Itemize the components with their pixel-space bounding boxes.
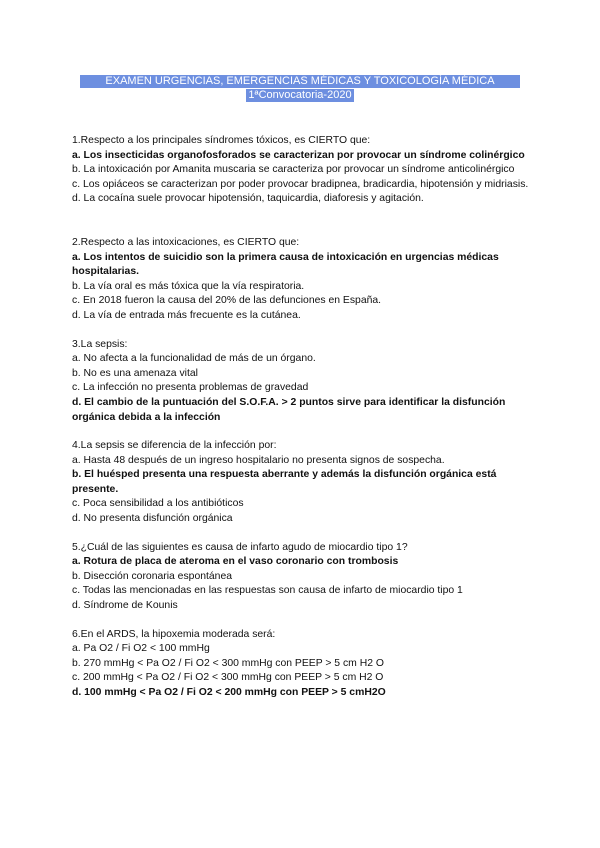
question-stem: 1.Respecto a los principales síndromes tóxicos, es CIERTO que: [72,135,371,146]
answer-option: c. Los opiáceos se caracterizan por poder provocar bradipnea, bradicardia, hipotensión y midriasis. [72,178,529,190]
question-4 [72,439,532,527]
question-2 [72,236,532,324]
answer-option: b. Disección coronaria espontánea [72,570,232,582]
question-stem: 5.¿Cuál de las siguientes es causa de infarto agudo de miocardio tipo 1? [72,541,408,553]
answer-option-correct: a. Los intentos de suicidio son la primera causa de intoxicación en urgencias médicas hospitalarias. [72,251,499,278]
answer-option: b. No es una amenaza vital [72,367,198,379]
exam-title: EXAMEN URGENCIAS, EMERGENCIAS MÉDICAS Y TOXICOLOGÍA MÉDICA [80,75,520,88]
answer-option: d. La vía de entrada más frecuente es la cutánea. [72,309,301,321]
answer-option: a. Hasta 48 después de un ingreso hospitalario no presenta signos de sospecha. [72,454,445,466]
answer-option: d. Síndrome de Kounis [72,600,178,612]
question-stem: 4.La sepsis se diferencia de la infección por: [72,440,277,452]
answer-option: c. 200 mmHg < Pa O2 / Fi O2 < 300 mmHg con PEEP > 5 cm H2 O [72,672,384,684]
answer-option: b. 270 mmHg < Pa O2 / Fi O2 < 300 mmHg con PEEP > 5 cm H2 O [72,657,384,669]
answer-option-correct: d. 100 mmHg < Pa O2 / Fi O2 < 200 mmHg con PEEP > 5 cmH2O [72,687,386,698]
answer-option: d. No presenta disfunción orgánica [72,513,233,525]
question-3 [72,338,532,426]
exam-subtitle: 1ªConvocatoria-2020 [248,89,352,101]
question-stem: 2.Respecto a las intoxicaciones, es CIERTO que: [72,236,300,248]
answer-option: c. Todas las mencionadas en las respuestas son causa de infarto de miocardio tipo 1 [72,585,463,597]
exam-header [0,73,600,101]
answer-option-correct: a. Rotura de placa de ateroma en el vaso coronario con trombosis [72,556,399,568]
answer-option: b. La intoxicación por Amanita muscaria se caracteriza por provocar un síndrome anticolinérgico [72,164,515,176]
question-1 [72,134,532,207]
answer-option: a. Pa O2 / Fi O2 < 100 mmHg [72,643,210,655]
answer-option: c. En 2018 fueron la causa del 20% de las defunciones en España. [72,295,382,307]
answer-option-correct: d. El cambio de la puntuación del S.O.F.A. > 2 puntos sirve para identificar la disfunción orgánica debida a la infección [72,396,506,423]
question-6 [72,628,532,701]
answer-option: c. La infección no presenta problemas de gravedad [72,382,309,394]
answer-option-correct: b. El huésped presenta una respuesta aberrante y además la disfunción orgánica está presente. [72,469,497,495]
answer-option: c. Poca sensibilidad a los antibióticos [72,498,244,510]
question-stem: 3.La sepsis: [72,338,128,350]
question-stem: 6.En el ARDS, la hipoxemia moderada será: [72,628,276,640]
answer-option: b. La vía oral es más tóxica que la vía respiratoria. [72,280,305,292]
answer-option: a. No afecta a la funcionalidad de más de un órgano. [72,353,316,365]
answer-option: d. La cocaína suele provocar hipotensión, taquicardia, diaforesis y agitación. [72,193,424,205]
question-list [72,134,532,701]
answer-option-correct: a. Los insecticidas organofosforados se caracterizan por provocar un síndrome colinérgico [72,149,525,161]
question-5 [72,541,532,614]
